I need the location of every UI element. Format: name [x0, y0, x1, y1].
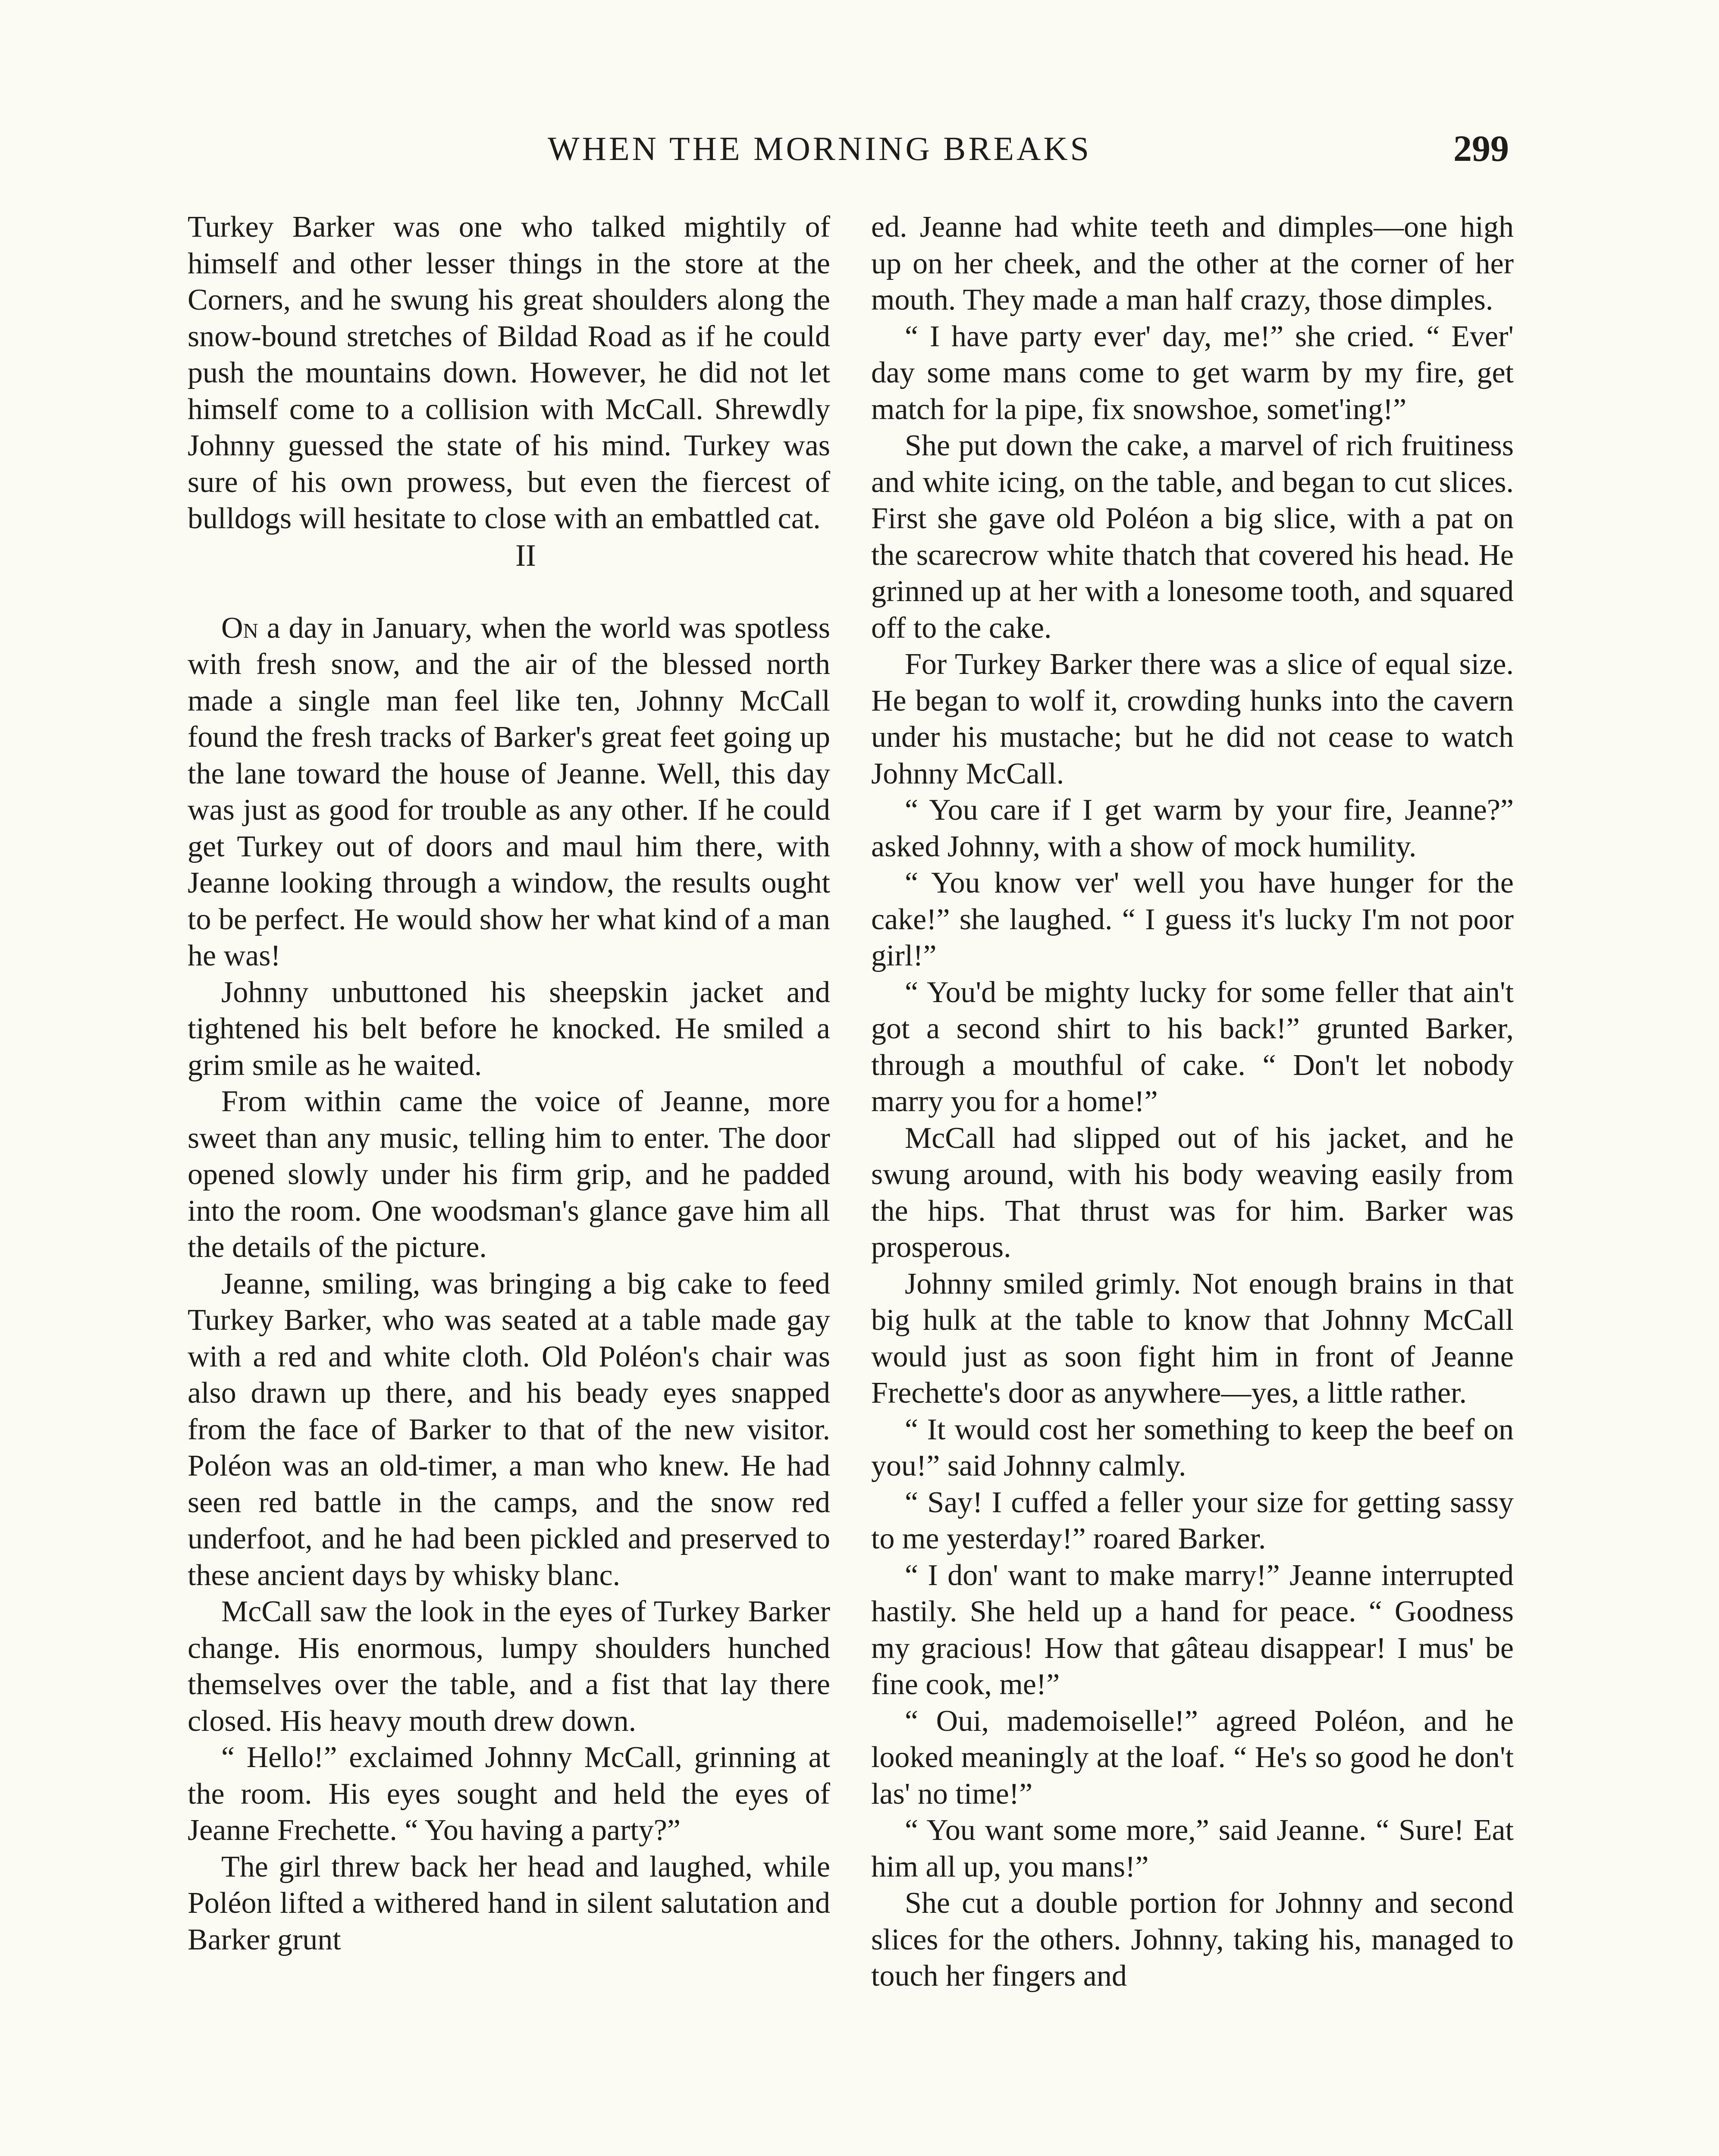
- paragraph: “ I have party ever' day, me!” she cried. “ Ever' day some mans come to get warm by my fire, get match for la pipe, fix snowshoe, somet'ing!”: [871, 320, 1514, 426]
- paragraph: She cut a double portion for Johnny and second slices for the others. Johnny, taking his, managed to touch her fingers and: [871, 1887, 1514, 1993]
- paragraph: Johnny smiled grimly. Not enough brains in that big hulk at the table to know that Johnny McCall would just as soon fight him in front of Jeanne Frechette's door as anywhere—yes, a little rather.: [871, 1267, 1514, 1410]
- paragraph: “ Say! I cuffed a feller your size for getting sassy to me yesterday!” roared Barker.: [871, 1485, 1514, 1555]
- paragraph: “ I don' want to make marry!” Jeanne interrupted hastily. She held up a hand for peace. “ Goodness my gracious! How that gâteau disappear! I mus' be fine cook, me!”: [871, 1558, 1514, 1701]
- opening-word: On: [221, 611, 258, 645]
- paragraph-opening: On a day in January, when the world was spotless with fresh snow, and the air of the blessed north made a single man feel like ten, Johnny McCall found the fresh tracks of Barker's great feet going up the lane toward the house of Jeanne. Well, this day was just as good for trouble as any other. If he could get Turkey out of doors and maul him there, with Jeanne looking through a window, the results ought to be perfect. He would show her what kind of a man he was!: [188, 611, 830, 972]
- paragraph: From within came the voice of Jeanne, more sweet than any music, telling him to enter. The door opened slowly under his firm grip, and he padded into the room. One woodsman's glance gave him all the details of the picture.: [188, 1085, 830, 1264]
- paragraph: “ You want some more,” said Jeanne. “ Sure! Eat him all up, you mans!”: [871, 1814, 1514, 1883]
- right-column: [871, 209, 1514, 1995]
- paragraph: “ It would cost her something to keep the beef on you!” said Johnny calmly.: [871, 1413, 1514, 1482]
- running-title: WHEN THE MORNING BREAKS: [548, 130, 1092, 167]
- paragraph: The girl threw back her head and laughed, while Poléon lifted a withered hand in silent salutation and Barker grunt: [188, 1850, 830, 1956]
- paragraph: “ You know ver' well you have hunger for the cake!” she laughed. “ I guess it's lucky I'm not poor girl!”: [871, 866, 1514, 972]
- paragraph: She put down the cake, a marvel of rich fruitiness and white icing, on the table, and began to cut slices. First she gave old Poléon a big slice, with a pat on the scarecrow white thatch that covered his head. He grinned up at her with a lonesome tooth, and squared off to the cake.: [871, 429, 1514, 645]
- paragraph: Turkey Barker was one who talked mightily of himself and other lesser things in the store at the Corners, and he swung his great shoulders along the snow-bound stretches of Bildad Road as if he could push the mountains down. However, he did not let himself come to a collision with McCall. Shrewdly Johnny guessed the state of his mind. Turkey was sure of his own prowess, but even the fiercest of bulldogs will hesitate to close with an embattled cat.: [188, 210, 830, 535]
- section-heading: II: [515, 538, 536, 573]
- paragraph: “ You care if I get warm by your fire, Jeanne?” asked Johnny, with a show of mock humility.: [871, 793, 1514, 863]
- paragraph: “ Hello!” exclaimed Johnny McCall, grinning at the room. His eyes sought and held the eyes of Jeanne Frechette. “ You having a party?”: [188, 1741, 830, 1847]
- paragraph: McCall had slipped out of his jacket, and he swung around, with his body weaving easily from the hips. That thrust was for him. Barker was prosperous.: [871, 1121, 1514, 1264]
- paragraph: Johnny unbuttoned his sheepskin jacket and tightened his belt before he knocked. He smiled a grim smile as he waited.: [188, 975, 830, 1082]
- paragraph: “ You'd be mighty lucky for some feller that ain't got a second shirt to his back!” grunted Barker, through a mouthful of cake. “ Don't let nobody marry you for a home!”: [871, 975, 1514, 1118]
- running-header: [0, 129, 1719, 177]
- paragraph: For Turkey Barker there was a slice of equal size. He began to wolf it, crowding hunks into the cavern under his mustache; but he did not cease to watch Johnny McCall.: [871, 648, 1514, 790]
- paragraph: ed. Jeanne had white teeth and dimples—one high up on her cheek, and the other at the corner of her mouth. They made a man half crazy, those dimples.: [871, 210, 1514, 317]
- paragraph: Jeanne, smiling, was bringing a big cake to feed Turkey Barker, who was seated at a table made gay with a red and white cloth. Old Poléon's chair was also drawn up there, and his beady eyes snapped from the face of Barker to that of the new visitor. Poléon was an old-timer, a man who knew. He had seen red battle in the camps, and the snow red underfoot, and he had been pickled and preserved to these ancient days by whisky blanc.: [188, 1267, 830, 1592]
- paragraph: McCall saw the look in the eyes of Turkey Barker change. His enormous, lumpy shoulders hunched themselves over the table, and a fist that lay there closed. His heavy mouth drew down.: [188, 1595, 830, 1738]
- page-number: 299: [1453, 128, 1509, 169]
- left-column: [188, 209, 830, 1958]
- paragraph: “ Oui, mademoiselle!” agreed Poléon, and he looked meaningly at the loaf. “ He's so good he don't las' no time!”: [871, 1704, 1514, 1811]
